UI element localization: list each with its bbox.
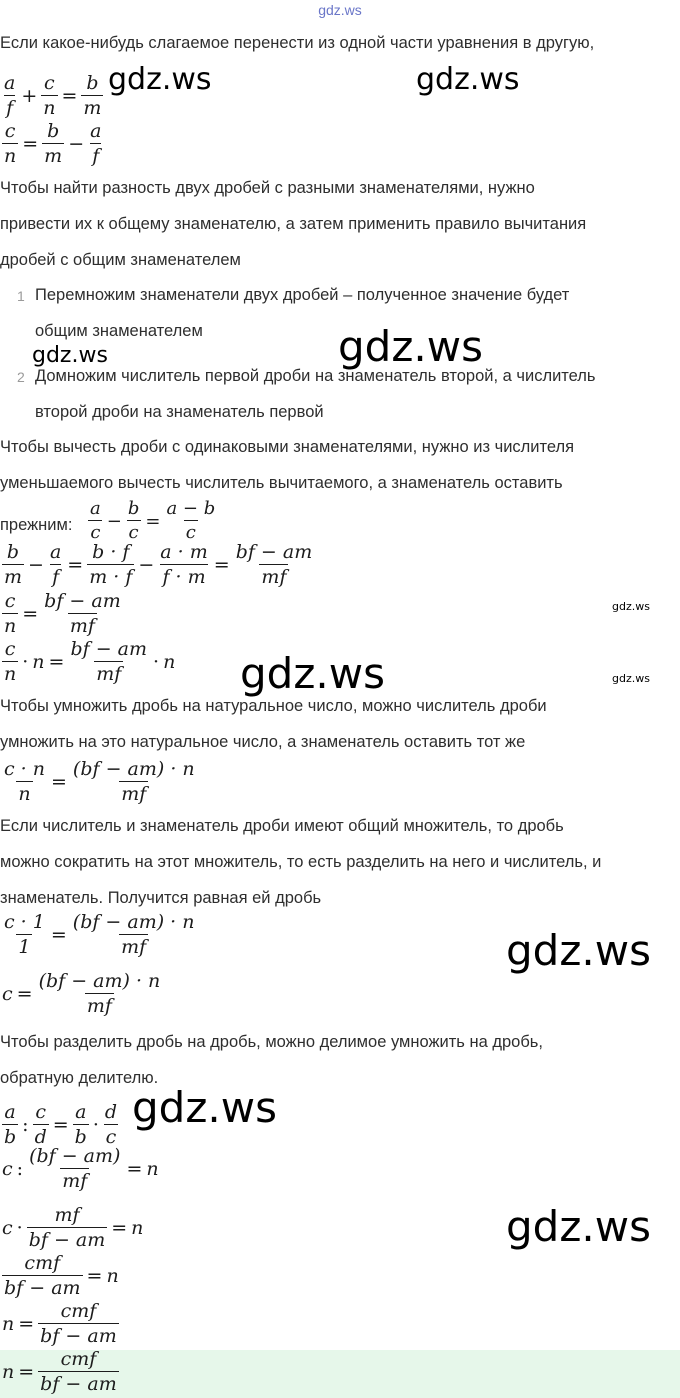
list-number: 1 [17, 288, 25, 304]
equation-13: n = $\frac{\text{cmf}}{bf - am}$ [2, 1300, 117, 1347]
paragraph-text: Если числитель и знаменатель дроби имеют общий множитель, то дробь [0, 817, 564, 835]
equation-3: $\frac{b}{m}$ − $\frac{a}{f}$ = $\frac{b \cdot f}{m \cdot f}$ − $\frac{a \cdot m}{f \cdot m}$ = $\frac{bf - am}{mf}$ [4, 541, 313, 588]
paragraph-text: обратную делителю. [0, 1069, 159, 1087]
equation-8: c = $\frac{(bf - am) \cdot n}{mf}$ [2, 970, 161, 1017]
watermark: gdz.ws [416, 62, 520, 97]
watermark: gdz.ws [32, 343, 108, 368]
watermark: gdz.ws [506, 926, 651, 975]
equation-10: c : $\frac{(bf - am)}{mf}$ = n [2, 1145, 159, 1192]
equation-9: $\frac{a}{b}$ : $\frac{c}{d}$ = $\frac{a}{b}$ · $\frac{d}{c}$ [4, 1101, 118, 1148]
watermark: gdz.ws [240, 649, 385, 698]
equation-5: $\frac{c}{n}$ · n = $\frac{bf - am}{mf}$ · n [4, 638, 176, 685]
paragraph-text: Чтобы найти разность двух дробей с разными знаменателями, нужно [0, 179, 535, 197]
equation-11: c · $\frac{mf}{bf - am}$ = n [2, 1204, 144, 1251]
fraction: $\frac{c}{n}$ [43, 72, 56, 119]
watermark: gdz.ws [132, 1083, 277, 1132]
paragraph-text: привести их к общему знаменателю, а затем применить правило вычитания [0, 215, 587, 233]
answer-equation: n = $\frac{\text{cmf}}{bf - am}$ [2, 1348, 117, 1395]
site-header[interactable]: gdz.ws [318, 2, 362, 18]
watermark: gdz.ws [108, 62, 212, 97]
paragraph-text: Чтобы умножить дробь на натуральное число, можно числитель дроби [0, 697, 547, 715]
list-item: Перемножим знаменатели двух дробей – полученное значение будет [35, 286, 570, 304]
paragraph-text: Чтобы разделить дробь на дробь, можно делимое умножить на дробь, [0, 1033, 543, 1051]
paragraph-text: Если какое-нибудь слагаемое перенести из одной части уравнения в другую, [0, 34, 595, 52]
paragraph-text: знаменатель. Получится равная ей дробь [0, 889, 322, 907]
paragraph-text: умножить на это натуральное число, а знаменатель оставить тот же [0, 733, 526, 751]
equation-1: $\frac{a}{f}$ + $\frac{c}{n}$ = $\frac{b}{m}$ [4, 72, 102, 119]
watermark: gdz.ws [506, 1202, 651, 1251]
paragraph-text: уменьшаемого вычесть числитель вычитаемого, а знаменатель оставить [0, 474, 563, 492]
equation-7: $\frac{c \cdot 1}{1}$ = $\frac{(bf - am) \cdot n}{mf}$ [4, 911, 195, 958]
paragraph-text: прежним: [0, 516, 73, 534]
equation-6: $\frac{c \cdot n}{n}$ = $\frac{(bf - am) \cdot n}{mf}$ [4, 758, 195, 805]
inline-equation: $\frac{a}{c}$ − $\frac{b}{c}$ = $\frac{a - b}{c}$ [90, 498, 216, 543]
fraction: $\frac{a}{f}$ [4, 72, 16, 119]
watermark: gdz.ws [612, 672, 650, 685]
paragraph-text: Чтобы вычесть дроби с одинаковыми знаменателями, нужно из числителя [0, 438, 575, 456]
list-number: 2 [17, 369, 25, 385]
paragraph-text: дробей с общим знаменателем [0, 251, 241, 269]
fraction: $\frac{b}{m}$ [83, 72, 102, 119]
list-item: Домножим числитель первой дроби на знаменатель второй, а числитель [35, 367, 596, 385]
watermark: gdz.ws [612, 600, 650, 613]
list-item: общим знаменателем [35, 322, 203, 340]
paragraph-text: можно сократить на этот множитель, то есть разделить на него и числитель, и [0, 853, 602, 871]
equation-4: $\frac{c}{n}$ = $\frac{bf - am}{mf}$ [4, 590, 121, 637]
watermark: gdz.ws [338, 322, 483, 371]
equation-12: $\frac{\text{cmf}}{bf - am}$ = n [4, 1252, 119, 1299]
equation-2: $\frac{c}{n}$ = $\frac{b}{m}$ − $\frac{a}{f}$ [4, 120, 102, 167]
list-item: второй дроби на знаменатель первой [35, 403, 324, 421]
